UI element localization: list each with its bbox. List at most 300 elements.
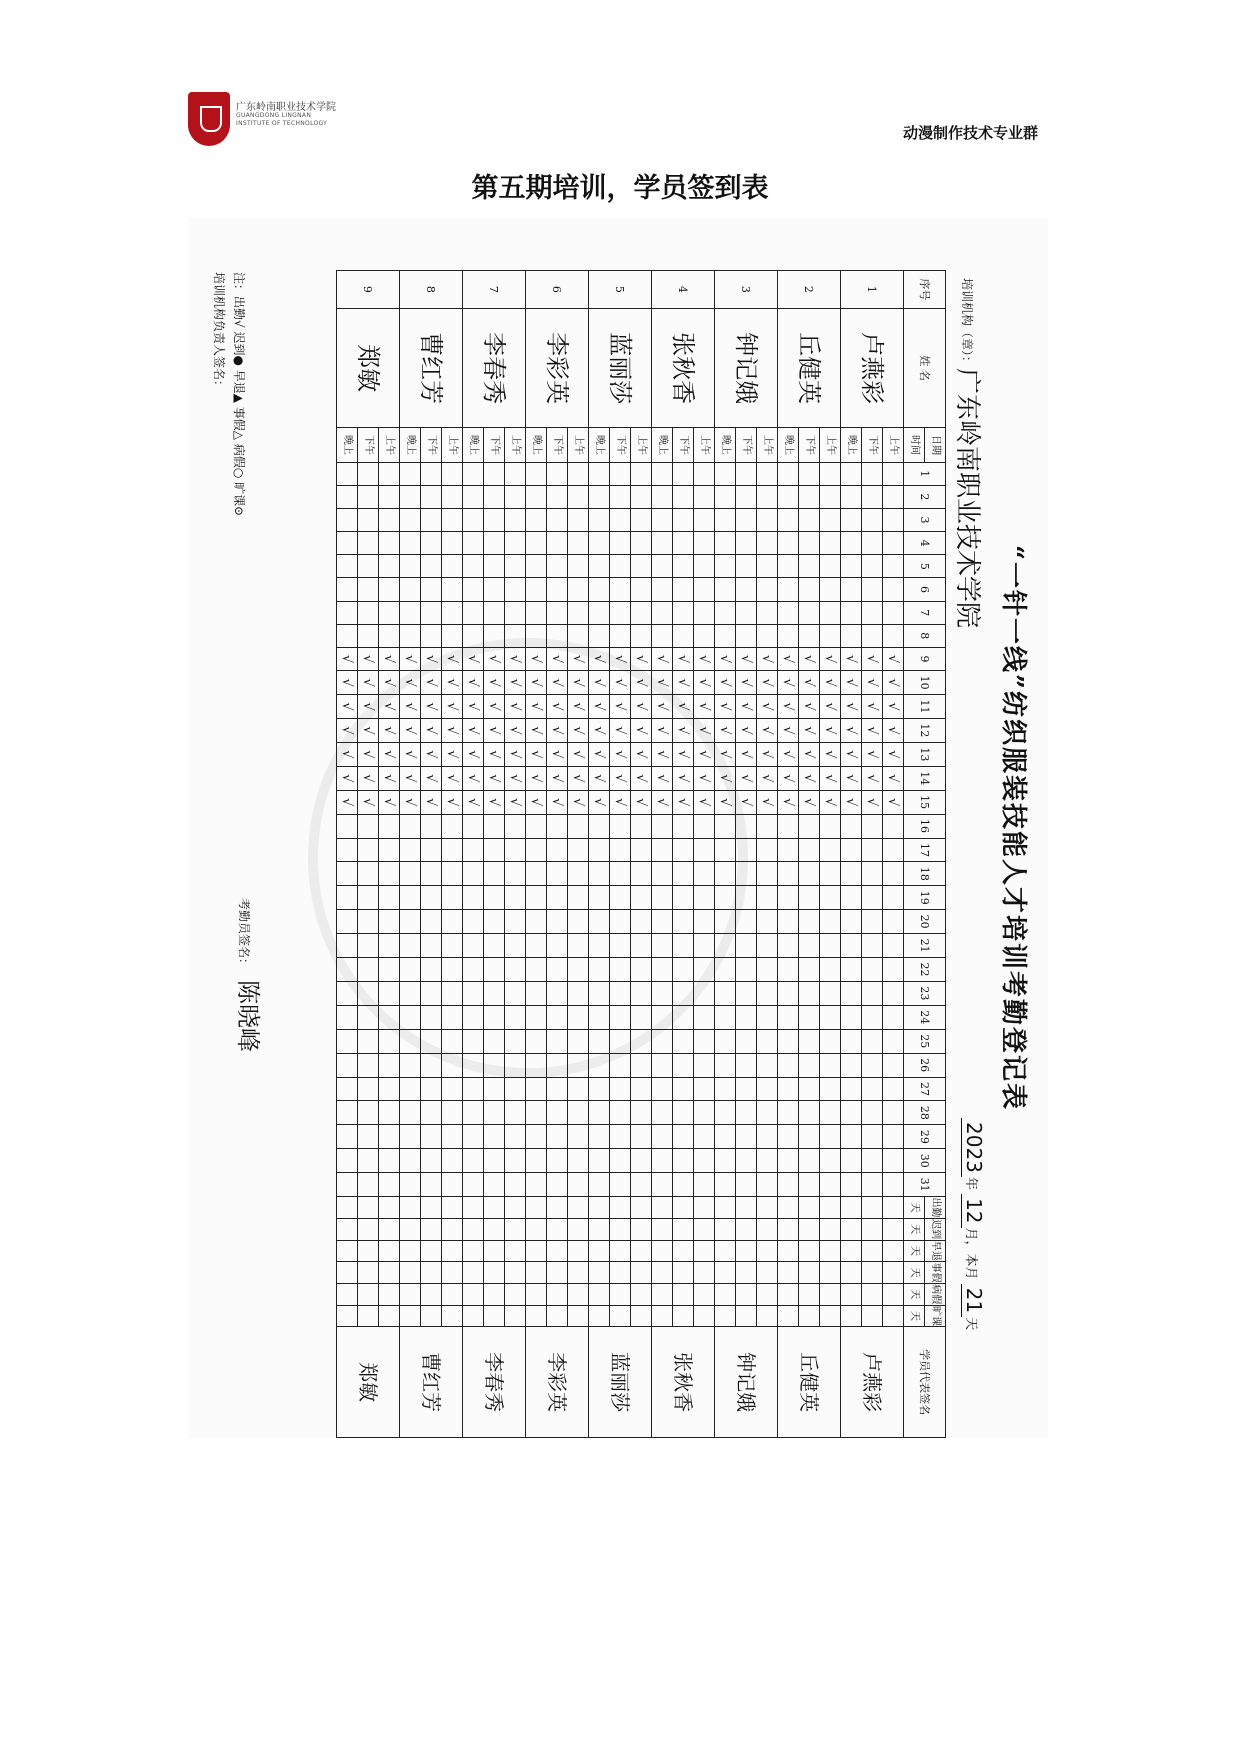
- attendance-cell: √: [463, 790, 484, 814]
- attendance-cell: [547, 1053, 568, 1077]
- attendance-cell: [442, 1101, 463, 1125]
- summary-cell: [379, 1283, 400, 1305]
- attendance-cell: [589, 485, 610, 508]
- attendance-cell: [778, 1101, 799, 1125]
- attendance-cell: [757, 624, 778, 647]
- summary-cell: [883, 1262, 904, 1284]
- attendance-cell: [673, 910, 694, 934]
- attendance-cell: √: [778, 695, 799, 719]
- attendance-cell: [757, 508, 778, 531]
- attendance-cell: [820, 981, 841, 1005]
- attendance-cell: [358, 981, 379, 1005]
- attendance-cell: [862, 555, 883, 578]
- attendance-cell: √: [778, 742, 799, 766]
- attendance-cell: [526, 910, 547, 934]
- attendance-form: [188, 218, 1048, 1438]
- summary-cell: [505, 1305, 526, 1327]
- attendance-cell: [778, 1029, 799, 1053]
- attendance-cell: [736, 838, 757, 862]
- attendance-cell: [883, 532, 904, 555]
- attendance-cell: [547, 462, 568, 485]
- attendance-cell: [421, 1125, 442, 1149]
- attendance-cell: [715, 555, 736, 578]
- period-label: 晚上: [337, 428, 358, 462]
- attendance-cell: [778, 814, 799, 838]
- summary-cell: [883, 1240, 904, 1262]
- attendance-cell: [568, 1077, 589, 1101]
- attendance-cell: √: [568, 647, 589, 670]
- attendance-cell: √: [589, 647, 610, 670]
- org-handwritten: 广东岭南职业技术学院: [952, 368, 982, 629]
- attendance-cell: [589, 814, 610, 838]
- attendance-cell: [610, 1053, 631, 1077]
- attendance-cell: [526, 958, 547, 982]
- attendance-cell: [673, 508, 694, 531]
- attendance-cell: [694, 1029, 715, 1053]
- summary-cell: [694, 1240, 715, 1262]
- summary-cell: [715, 1283, 736, 1305]
- attendance-cell: [358, 578, 379, 601]
- attendance-cell: √: [463, 766, 484, 790]
- summary-cell: [358, 1262, 379, 1284]
- attendance-cell: [862, 1125, 883, 1149]
- header-day: 7: [904, 601, 946, 624]
- attendance-cell: √: [379, 766, 400, 790]
- attendance-cell: [568, 1101, 589, 1125]
- attendance-cell: [715, 462, 736, 485]
- attendance-cell: [820, 508, 841, 531]
- table-row: [883, 271, 904, 1438]
- attendance-cell: [505, 624, 526, 647]
- summary-cell: [715, 1305, 736, 1327]
- attendance-cell: √: [715, 718, 736, 742]
- attendance-cell: √: [547, 742, 568, 766]
- header-summary: 出勤: [925, 1197, 946, 1219]
- summary-cell: [589, 1240, 610, 1262]
- attendance-cell: √: [610, 718, 631, 742]
- attendance-cell: [862, 1005, 883, 1029]
- summary-cell: [631, 1283, 652, 1305]
- summary-cell: [463, 1305, 484, 1327]
- attendance-cell: [505, 1005, 526, 1029]
- summary-cell: [799, 1305, 820, 1327]
- header-day: 17: [904, 838, 946, 862]
- attendance-cell: [589, 1053, 610, 1077]
- attendance-cell: [883, 1149, 904, 1173]
- attendance-cell: [526, 1125, 547, 1149]
- attendance-cell: [421, 1029, 442, 1053]
- attendance-cell: [778, 485, 799, 508]
- attendance-cell: [652, 814, 673, 838]
- attendance-cell: [547, 1125, 568, 1149]
- attendance-cell: [442, 1125, 463, 1149]
- summary-cell: [442, 1262, 463, 1284]
- period-label: 下午: [799, 428, 820, 462]
- attendance-cell: [568, 601, 589, 624]
- attendance-cell: [526, 886, 547, 910]
- summary-cell: [715, 1218, 736, 1240]
- attendance-cell: [736, 1149, 757, 1173]
- table-row: [589, 271, 610, 1438]
- attendance-cell: [610, 1077, 631, 1101]
- summary-cell: [652, 1218, 673, 1240]
- attendance-cell: [610, 555, 631, 578]
- table-row: [694, 271, 715, 1438]
- attendance-cell: [547, 1101, 568, 1125]
- period-label: 下午: [673, 428, 694, 462]
- attendance-cell: [694, 485, 715, 508]
- attendance-cell: [337, 1029, 358, 1053]
- attendance-cell: [736, 910, 757, 934]
- student-name: 卢燕彩: [841, 308, 904, 428]
- attendance-cell: √: [652, 742, 673, 766]
- attendance-cell: [715, 814, 736, 838]
- attendance-cell: [463, 624, 484, 647]
- attendance-cell: [631, 934, 652, 958]
- attendance-cell: [463, 934, 484, 958]
- attendance-cell: [442, 555, 463, 578]
- summary-cell: [484, 1218, 505, 1240]
- attendance-cell: [862, 624, 883, 647]
- header-day: 13: [904, 742, 946, 766]
- attendance-cell: [631, 1125, 652, 1149]
- attendance-cell: √: [526, 742, 547, 766]
- attendance-cell: √: [883, 718, 904, 742]
- attendance-cell: [379, 886, 400, 910]
- attendance-cell: [484, 1029, 505, 1053]
- attendance-cell: [820, 532, 841, 555]
- summary-cell: [421, 1262, 442, 1284]
- attendance-cell: [841, 1077, 862, 1101]
- table-row: [505, 271, 526, 1438]
- header-day: 19: [904, 886, 946, 910]
- attendance-cell: [547, 838, 568, 862]
- attendance-cell: [358, 485, 379, 508]
- attendance-cell: [442, 838, 463, 862]
- student-signature: 曹红芳: [400, 1327, 463, 1438]
- attendance-cell: [421, 1005, 442, 1029]
- attendance-cell: √: [379, 671, 400, 695]
- attendance-cell: [484, 838, 505, 862]
- header-summary: 病假: [925, 1283, 946, 1305]
- summary-cell: [631, 1197, 652, 1219]
- attendance-cell: [820, 1005, 841, 1029]
- summary-cell: [610, 1218, 631, 1240]
- header-summary: 旷课: [925, 1305, 946, 1327]
- summary-cell: [421, 1197, 442, 1219]
- row-number: 8: [400, 271, 463, 309]
- summary-cell: [379, 1240, 400, 1262]
- attendance-cell: [883, 862, 904, 886]
- summary-cell: [715, 1262, 736, 1284]
- period-label: 晚上: [589, 428, 610, 462]
- attendance-cell: √: [337, 742, 358, 766]
- attendance-cell: [820, 1029, 841, 1053]
- attendance-cell: [547, 934, 568, 958]
- attendance-cell: √: [883, 671, 904, 695]
- attendance-cell: [757, 485, 778, 508]
- period-label: 下午: [736, 428, 757, 462]
- attendance-cell: √: [694, 718, 715, 742]
- attendance-cell: [610, 1029, 631, 1053]
- table-row: [610, 271, 631, 1438]
- row-number: 1: [841, 271, 904, 309]
- summary-cell: [337, 1240, 358, 1262]
- attendance-cell: [778, 601, 799, 624]
- attendance-cell: [715, 601, 736, 624]
- attendance-cell: √: [778, 647, 799, 670]
- summary-cell: [862, 1240, 883, 1262]
- attendance-cell: √: [883, 790, 904, 814]
- attendance-cell: √: [442, 742, 463, 766]
- attendance-cell: [673, 886, 694, 910]
- attendance-cell: [799, 814, 820, 838]
- attendance-cell: √: [358, 766, 379, 790]
- attendance-cell: [463, 1053, 484, 1077]
- attendance-cell: [358, 958, 379, 982]
- attendance-cell: √: [736, 695, 757, 719]
- header-day: 25: [904, 1029, 946, 1053]
- attendance-cell: [379, 1125, 400, 1149]
- row-number: 9: [337, 271, 400, 309]
- attendance-cell: [379, 485, 400, 508]
- attendance-cell: √: [778, 766, 799, 790]
- attendance-cell: √: [841, 647, 862, 670]
- attendance-cell: [379, 1029, 400, 1053]
- attendance-cell: √: [568, 718, 589, 742]
- summary-cell: [547, 1240, 568, 1262]
- attendance-cell: [841, 910, 862, 934]
- attendance-cell: [526, 485, 547, 508]
- attendance-cell: [694, 862, 715, 886]
- attendance-cell: [463, 862, 484, 886]
- period-label: 下午: [358, 428, 379, 462]
- attendance-cell: [820, 910, 841, 934]
- attendance-cell: [799, 601, 820, 624]
- attendance-cell: [568, 532, 589, 555]
- days-value: 21: [961, 1284, 986, 1317]
- attendance-cell: [757, 910, 778, 934]
- attendance-cell: [610, 508, 631, 531]
- attendance-cell: [862, 1173, 883, 1197]
- attendance-cell: [505, 1029, 526, 1053]
- attendance-cell: √: [778, 790, 799, 814]
- attendance-cell: [736, 578, 757, 601]
- summary-cell: [421, 1283, 442, 1305]
- period-label: 上午: [883, 428, 904, 462]
- attendance-cell: [715, 1005, 736, 1029]
- attendance-cell: [841, 1053, 862, 1077]
- attendance-cell: [400, 1077, 421, 1101]
- attendance-cell: √: [715, 647, 736, 670]
- attendance-cell: √: [862, 718, 883, 742]
- attendance-cell: [400, 1053, 421, 1077]
- attendance-cell: [631, 1029, 652, 1053]
- attendance-cell: [694, 910, 715, 934]
- attendance-cell: [694, 838, 715, 862]
- summary-cell: [337, 1283, 358, 1305]
- attendance-cell: [841, 838, 862, 862]
- attendance-cell: [862, 814, 883, 838]
- attendance-cell: √: [442, 718, 463, 742]
- attendance-cell: √: [778, 671, 799, 695]
- attendance-cell: [883, 508, 904, 531]
- attendance-cell: [526, 1053, 547, 1077]
- attendance-cell: [337, 508, 358, 531]
- attendance-cell: √: [379, 647, 400, 670]
- summary-cell: [400, 1283, 421, 1305]
- attendance-cell: √: [631, 695, 652, 719]
- attendance-cell: [358, 934, 379, 958]
- attendance-cell: [673, 814, 694, 838]
- attendance-cell: [337, 532, 358, 555]
- scanned-attendance-sheet: [188, 218, 1048, 1438]
- attendance-cell: [715, 1029, 736, 1053]
- attendance-cell: [547, 624, 568, 647]
- student-signature: 李春秀: [463, 1327, 526, 1438]
- attendance-cell: √: [799, 742, 820, 766]
- header-day: 1: [904, 462, 946, 485]
- attendance-cell: [652, 578, 673, 601]
- attendance-cell: [610, 981, 631, 1005]
- attendance-cell: [463, 981, 484, 1005]
- header-day: 9: [904, 647, 946, 670]
- attendance-cell: [694, 886, 715, 910]
- attendance-cell: [568, 555, 589, 578]
- summary-cell: [820, 1305, 841, 1327]
- attendance-cell: [463, 601, 484, 624]
- attendance-cell: √: [337, 766, 358, 790]
- attendance-cell: [379, 578, 400, 601]
- attendance-cell: [652, 934, 673, 958]
- attendance-cell: [526, 1173, 547, 1197]
- attendance-cell: [547, 814, 568, 838]
- attendance-cell: [883, 485, 904, 508]
- summary-cell: [358, 1240, 379, 1262]
- attendance-cell: [799, 958, 820, 982]
- summary-cell: [589, 1218, 610, 1240]
- row-number: 6: [526, 271, 589, 309]
- attendance-cell: √: [841, 766, 862, 790]
- attendance-cell: [526, 1005, 547, 1029]
- summary-cell: [358, 1218, 379, 1240]
- attendance-cell: [568, 814, 589, 838]
- attendance-cell: [379, 624, 400, 647]
- attendance-cell: √: [820, 718, 841, 742]
- summary-cell: [484, 1283, 505, 1305]
- attendance-cell: [484, 508, 505, 531]
- attendance-cell: [442, 981, 463, 1005]
- attendance-cell: [841, 981, 862, 1005]
- attendance-cell: [421, 532, 442, 555]
- attendance-cell: [841, 555, 862, 578]
- header-day: 8: [904, 624, 946, 647]
- attendance-cell: [736, 1125, 757, 1149]
- attendance-cell: [337, 462, 358, 485]
- header-day: 16: [904, 814, 946, 838]
- attendance-cell: √: [820, 671, 841, 695]
- attendance-cell: √: [400, 695, 421, 719]
- attendance-cell: √: [358, 671, 379, 695]
- attendance-cell: [505, 1077, 526, 1101]
- attendance-cell: [337, 981, 358, 1005]
- attendance-cell: [442, 601, 463, 624]
- period-label: 上午: [568, 428, 589, 462]
- attendance-cell: [673, 1077, 694, 1101]
- attendance-cell: [757, 1125, 778, 1149]
- attendance-cell: [442, 462, 463, 485]
- attendance-cell: [337, 958, 358, 982]
- attendance-cell: [799, 485, 820, 508]
- table-row: [715, 271, 736, 1438]
- attendance-cell: [883, 1125, 904, 1149]
- attendance-cell: [883, 934, 904, 958]
- student-signature: 郑敏: [337, 1327, 400, 1438]
- attendance-cell: [652, 910, 673, 934]
- attendance-cell: [631, 1101, 652, 1125]
- row-number: 3: [715, 271, 778, 309]
- attendance-cell: √: [379, 718, 400, 742]
- attendance-cell: [379, 981, 400, 1005]
- summary-cell: [862, 1262, 883, 1284]
- attendance-cell: [862, 532, 883, 555]
- attendance-cell: √: [337, 695, 358, 719]
- attendance-cell: [463, 1173, 484, 1197]
- year-value: 2023: [961, 1118, 986, 1177]
- table-row: [484, 271, 505, 1438]
- attendance-cell: [778, 1053, 799, 1077]
- attendance-cell: [841, 934, 862, 958]
- attendance-cell: [673, 555, 694, 578]
- student-name: 郑敏: [337, 308, 400, 428]
- attendance-cell: [526, 601, 547, 624]
- summary-cell: [337, 1197, 358, 1219]
- attendance-cell: √: [799, 695, 820, 719]
- attendance-cell: [799, 1125, 820, 1149]
- attendance-cell: √: [400, 742, 421, 766]
- table-row: [652, 271, 673, 1438]
- attendance-cell: [568, 910, 589, 934]
- attendance-cell: [589, 462, 610, 485]
- attendance-cell: [631, 555, 652, 578]
- summary-cell: [589, 1305, 610, 1327]
- attendance-cell: [421, 1149, 442, 1173]
- attendance-cell: [652, 1149, 673, 1173]
- attendance-cell: [799, 462, 820, 485]
- attendance-cell: √: [757, 671, 778, 695]
- summary-cell: [799, 1218, 820, 1240]
- summary-cell: [673, 1218, 694, 1240]
- attendance-cell: [505, 1125, 526, 1149]
- attendance-cell: [484, 1053, 505, 1077]
- student-signature: 张秋香: [652, 1327, 715, 1438]
- attendance-cell: √: [442, 647, 463, 670]
- attendance-cell: [484, 1149, 505, 1173]
- attendance-cell: [505, 462, 526, 485]
- attendance-cell: [484, 934, 505, 958]
- attendance-cell: [820, 814, 841, 838]
- attendance-cell: [379, 910, 400, 934]
- attendance-cell: [841, 1173, 862, 1197]
- header-summary-unit: 天: [904, 1262, 925, 1284]
- attendance-cell: [379, 555, 400, 578]
- attendance-cell: √: [484, 742, 505, 766]
- summary-cell: [652, 1197, 673, 1219]
- attendance-cell: [631, 981, 652, 1005]
- attendance-cell: √: [862, 647, 883, 670]
- attendance-cell: √: [421, 766, 442, 790]
- summary-cell: [715, 1197, 736, 1219]
